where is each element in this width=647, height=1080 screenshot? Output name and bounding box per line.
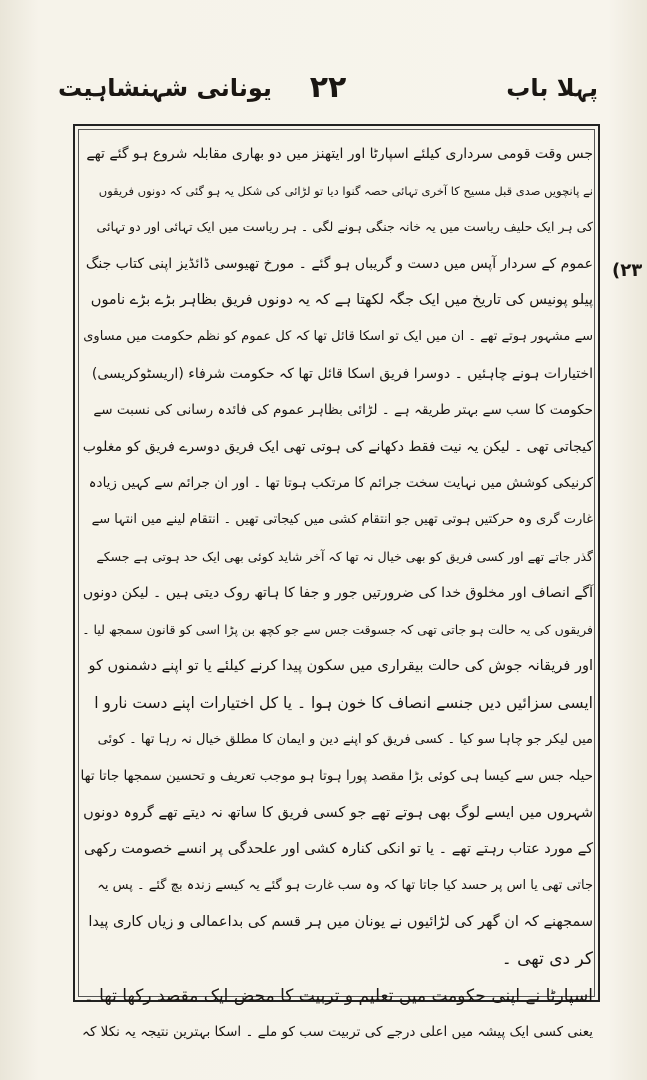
text-line: سمجھنے کہ ان گھر کی لڑائیوں نے یونان میں ہر قسم کی بداعمالی و زیاں کاری پیدا: [88, 914, 593, 931]
text-line: میں لیکر جو چاہا سو کیا ۔ کسی فریق کو اپنے دین و ایمان کا مطلق خیال نہ رہا تھا ۔ کوئی: [97, 731, 593, 747]
text-line: آگے انصاف اور مخلوق خدا کی ضرورتیں جور و جفا کا ہاتھ روک دیتی ہیں ۔ لیکن دونوں: [82, 585, 593, 602]
text-line: اختیارات ہونے چاہئیں ۔ دوسرا فریق اسکا قائل تھا کہ حکومت شرفاء (اریسٹوکریسی): [91, 365, 593, 382]
text-line: گذر جاتے تھے اور کسی فریق کو بھی خیال نہ تھا کہ آخر شاید کوئی بھی ایک حد ہوتی ہے جسکے: [96, 548, 593, 564]
text-line: کر دی تھی ۔: [501, 949, 593, 970]
text-line: ایسی سزائیں دیں جنسے انصاف کا خون ہوا ۔ یا کل اختیارات اپنے دست نارو ا: [94, 693, 593, 712]
text-line: عموم کے سردار آپس میں دست و گریباں ہو گئے ۔ مورخ تھیوسی ڈائڈیز اپنی کتاب جنگ: [85, 255, 593, 272]
text-line: سے مشہور ہوتے تھے ۔ ان میں ایک تو اسکا قائل تھا کہ کل عموم کو نظم حکومت میں مساوی: [83, 328, 593, 344]
text-line: اسپارٹا نے اپنی حکومت میں تعلیم و تربیت کا محض ایک مقصد رکھا تھا ۔: [83, 985, 593, 1006]
text-line: کی ہر ایک حلیف ریاست میں یہ خانہ جنگی ہونے لگی ۔ ہر ریاست میں ایک تہائی اور دو تہائی: [96, 219, 593, 235]
text-line: حیلہ جس سے کیسا ہی کوئی بڑا مقصد پورا ہوتا ہو موجب تعریف و تحسین سمجھا جاتا تھا: [80, 768, 593, 785]
text-line: جس وقت قومی سرداری کیلئے اسپارٹا اور ایتھنز میں دو بھاری مقابلہ شروع ہو گئے تھے: [86, 146, 593, 162]
text-line: شہروں میں ایسے لوگ بھی ہوتے تھے جو کسی فریق کا ساتھ نہ دیتے تھے گروہ دونوں: [83, 804, 593, 821]
body-text: [80, 136, 593, 1041]
book-title: یونانی شہنشاہیت: [58, 74, 272, 102]
text-line: کے مورد عتاب رہتے تھے ۔ یا تو انکی کنارہ کشی اور علحدگی پر انسے خصومت رکھی: [84, 841, 593, 858]
chapter-title: پہلا باب: [506, 74, 598, 102]
text-line: نے پانچویں صدی قبل مسیح کا آخری تہائی حصہ گنوا دیا تو لڑائی کی شکل یہ ہو گئی کہ دونوں فریقوں: [98, 183, 593, 198]
text-line: جاتی تھی یا اس پر حسد کیا جاتا تھا کہ وہ سب غارت ہو گئے یہ کیسے زندہ بچ گئے ۔ پس یہ: [97, 877, 593, 893]
page-header: [58, 70, 598, 114]
text-line: کیجاتی تھی ۔ لیکن یہ نیت فقط دکھانے کی ہوتی تھی ایک فریق دوسرے فریق کو مغلوب: [82, 438, 593, 455]
text-line: یعنی کسی ایک پیشہ میں اعلی درجے کی تربیت سب کو ملے ۔ اسکا بہترین نتیجہ یہ نکلا کہ: [82, 1024, 593, 1041]
text-line: اور فریقانہ جوش کی حالت بیقراری میں سکون پیدا کرنے کیلئے یا تو اپنے دشمنوں کو: [88, 658, 593, 675]
text-line: حکومت کا سب سے بہتر طریقہ ہے ۔ لڑائی بظاہر عموم کی فائدہ رسانی کی نسبت سے: [93, 402, 593, 419]
text-line: فریقوں کی یہ حالت ہو جاتی تھی کہ جسوقت جس سے جو کچھ بن پڑا اسی کو قانون سمجھ لیا ۔: [82, 621, 593, 637]
text-line: پیلو پونیس کی تاریخ میں ایک جگہ لکھتا ہے کہ یہ دونوں فریق بظاہر بڑے بڑے ناموں: [90, 292, 593, 309]
margin-note: (۲۳: [612, 260, 643, 281]
page-number: ۲۲: [309, 70, 347, 105]
text-line: کرنیکی کوشش میں نہایت سخت جرائم کا مرتکب ہوتا تھا ۔ اور ان جرائم سے کہیں زیادہ: [88, 475, 593, 492]
text-line: غارت گری وہ حرکتیں ہوتی تھیں جو انتقام کشی میں کیجاتی تھیں ۔ انتقام لینے میں انتہا سے: [91, 511, 593, 527]
